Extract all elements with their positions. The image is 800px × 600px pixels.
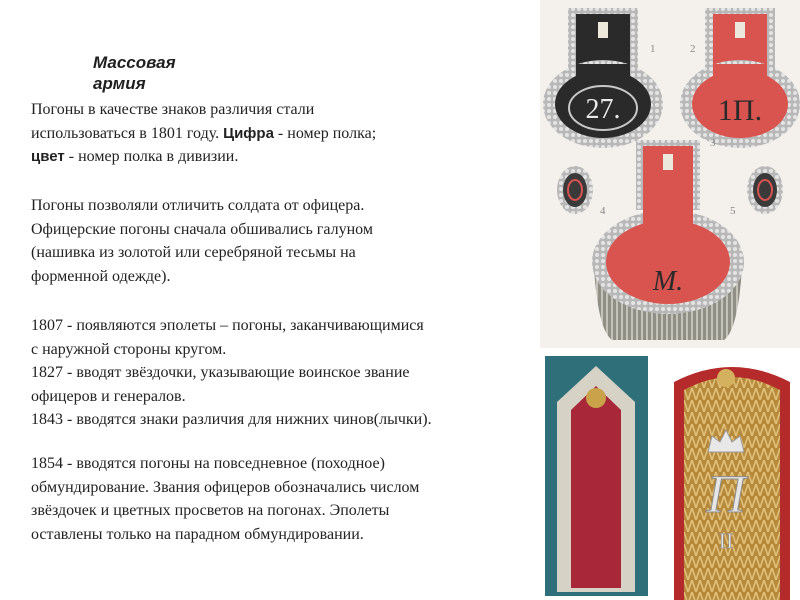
plate-number-5: 5 <box>730 205 736 217</box>
p4-line-3: звёздочек и цветных просветов на погонах. Эполеты <box>31 502 390 519</box>
plate-number-3: 3 <box>710 137 716 149</box>
board-button-icon <box>717 369 735 387</box>
p3-line-3: 1827 - вводят звёздочки, указывающие воинское звание <box>31 364 410 381</box>
monogram-numeral: II <box>718 528 734 553</box>
epaulette-plate-image <box>540 0 800 348</box>
plate-number-4: 4 <box>600 205 606 217</box>
epaulette-1-number: 27. <box>585 94 621 125</box>
p2-line-4: форменной одежде). <box>31 267 171 285</box>
p2-line-1: Погоны позволяли отличить солдата от офицера. <box>31 197 365 214</box>
p3-line-5: 1843 - вводятся знаки различия для нижних чинов(лычки). <box>31 411 432 428</box>
slide-title <box>93 52 243 94</box>
p1-line-3-bold: цвет <box>31 148 65 165</box>
plate-number-2: 2 <box>690 43 696 55</box>
officer-shoulder-board-photo <box>664 352 800 600</box>
title-line-1: Массовая <box>93 53 176 72</box>
p2-line-3: (нашивка из золотой или серебряной тесьмы на <box>31 244 356 261</box>
epaulette-3-letter: М. <box>652 266 684 297</box>
p2-line-2: Офицерские погоны сначала обшивались галуном <box>31 220 373 238</box>
p1-line-2b: - номер полка; <box>273 124 377 142</box>
title-line-2: армия <box>93 74 146 93</box>
p4-line-1: 1854 - вводятся погоны на повседневное (походное) <box>31 455 385 472</box>
paragraph-1854 <box>31 452 541 546</box>
p1-line-3a: - номер полка в дивизии. <box>64 148 239 165</box>
paragraph-intro <box>31 98 541 169</box>
strap-button-icon <box>586 388 606 408</box>
p4-line-2: обмундирование. Звания офицеров обозначались числом <box>31 478 420 496</box>
shoulder-strap-photo <box>545 356 648 596</box>
plate-number-1: 1 <box>650 43 656 55</box>
paragraph-timeline <box>31 314 541 432</box>
strap-crimson-field <box>571 386 621 588</box>
monogram-letter: П <box>706 464 746 524</box>
p3-line-4: офицеров и генералов. <box>31 387 186 405</box>
oval-badge-left <box>557 166 593 214</box>
p3-line-1: 1807 - появляются эполеты – погоны, заканчивающимися <box>31 317 424 334</box>
oval-badge-right <box>747 166 783 214</box>
p4-line-4: оставлены только на парадном обмундировании. <box>31 525 364 543</box>
p1-line-1: Погоны в качестве знаков различия стали <box>31 101 315 118</box>
paragraph-officers <box>31 194 541 288</box>
p3-line-2: с наружной стороны кругом. <box>31 340 227 358</box>
p1-line-2a: использоваться в 1801 году. <box>31 124 224 142</box>
epaulette-2-text: 1П. <box>717 94 763 127</box>
p1-line-2-bold: Цифра <box>223 124 274 142</box>
